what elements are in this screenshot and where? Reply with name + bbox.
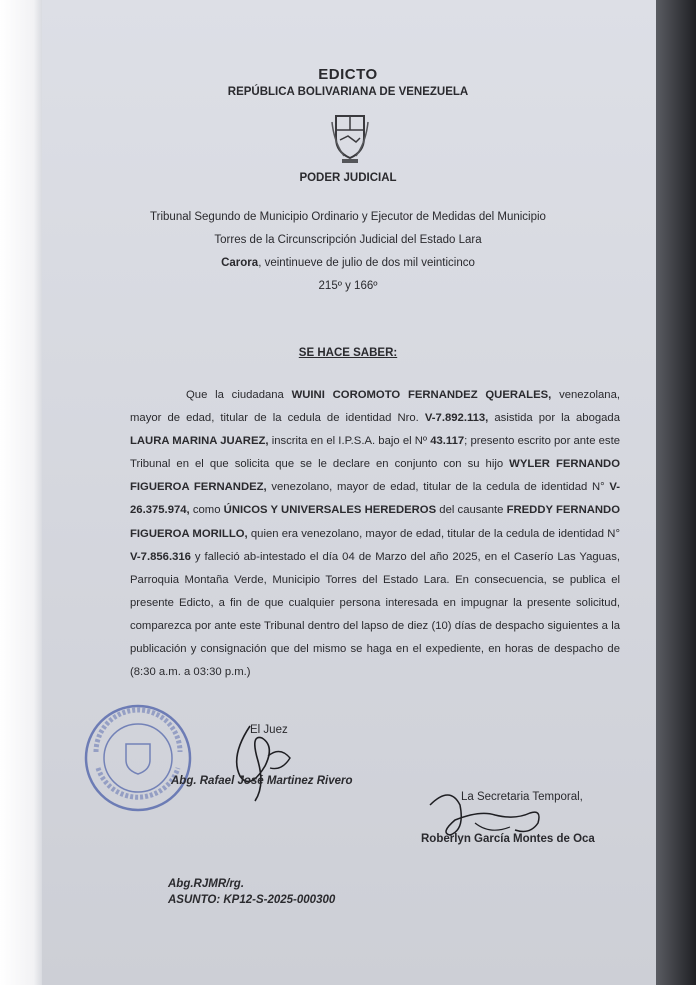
page-right-shadow [656, 0, 696, 985]
tribunal-line-2: Torres de la Circunscripción Judicial del Estado Lara [214, 234, 482, 246]
secretary-name: Roberlyn García Montes de Oca [421, 833, 595, 845]
country-name: REPÚBLICA BOLIVARIANA DE VENEZUELA [227, 86, 469, 98]
independence-years: 215º y 166º [318, 280, 378, 292]
judicial-branch: PODER JUDICIAL [299, 172, 397, 184]
document-title: EDICTO [318, 66, 378, 83]
coat-of-arms-icon [330, 112, 370, 164]
city-name: Carora [221, 257, 259, 269]
judge-name: Abg. Rafael José Martinez Rivero [171, 775, 353, 787]
tribunal-line-1: Tribunal Segundo de Municipio Ordinario y Ejecutor de Medidas del Municipio [150, 211, 546, 223]
lawyer-name: LAURA MARINA JUAREZ, [130, 435, 269, 448]
judge-signature [210, 716, 320, 806]
son-id: V-26.375.974, [130, 481, 620, 517]
date-text: , veintinueve de julio de dos mil veinticinco [258, 257, 475, 269]
lawyer-ipsa: 43.117 [430, 435, 465, 448]
court-seal-stamp [82, 702, 194, 814]
applicant-name: WUINI COROMOTO FERNANDEZ QUERALES, [291, 389, 552, 401]
notice-heading: SE HACE SABER: [298, 347, 398, 359]
deceased-name: FREDDY FERNANDO FIGUEROA MORILLO, [130, 504, 621, 540]
page-left-margin [0, 0, 42, 985]
heirs-label: ÚNICOS Y UNIVERSALES HEREDEROS [223, 504, 437, 517]
secretary-label: La Secretaria Temporal, [461, 791, 583, 803]
reference-initials: Abg.RJMR/rg. [168, 878, 245, 890]
applicant-id: V-7.892.113, [424, 412, 489, 425]
notice-body: Que la ciudadana WUINI COROMOTO FERNANDEZ QUERALES, venezolana, mayor de edad, titular de la cedula de identidad Nro. V-7.892.113, asistida por la abogada LAURA MARINA JUAREZ, inscrita en el I.P.S.A. bajo el Nº 43.117; presento escrito por ante este Tribunal en el que solicita que se le declare en conjunto con su hijo WYLER FERNANDO FIGUEROA FERNANDEZ, venezolano, mayor de edad, titular de la cedula de identidad N° V-26.375.974, como ÚNICOS Y UNIVERSALES HEREDEROS del causante FREDDY FERNANDO FIGUEROA MORILLO, quien era venezolano, mayor de edad, titular de la cedula de identidad N° V-7.856.316 y falleció ab-intestado el día 04 de Marzo del año 2025, en el Caserío Las Yaguas, Parroquia Montaña Verde, Municipio Torres del Estado Lara. En consecuencia, se publica el presente Edicto, a fin de que cualquier persona interesada en impugnar la presente solicitud, comparezca por ante este Tribunal dentro del lapso de diez (10) días de despacho siguientes a la publicación y consignación que del mismo se haga en el expediente, en horas de despacho de (8:30 a.m. a 03:30 p.m.) [130, 389, 621, 679]
document-page [40, 0, 656, 985]
son-name: WYLER FERNANDO FIGUEROA FERNANDEZ, [130, 458, 621, 494]
deceased-id: V-7.856.316 [130, 550, 191, 563]
case-number: ASUNTO: KP12-S-2025-000300 [168, 894, 336, 906]
judge-label: El Juez [250, 724, 288, 736]
place-date [40, 257, 656, 269]
